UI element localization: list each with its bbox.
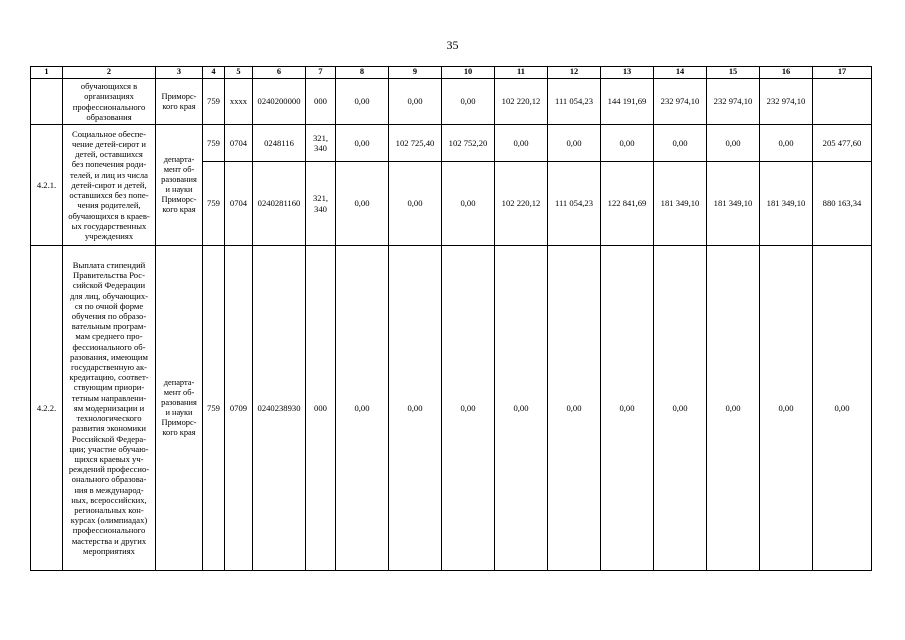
row-number: 4.2.2.: [31, 246, 63, 571]
row-description: [63, 246, 156, 571]
header-row: [31, 67, 872, 79]
text-line: мам среднего про-: [75, 331, 143, 342]
value-cell: 0,00: [601, 246, 654, 571]
text-line: технологического: [76, 413, 142, 424]
text-line: для лиц, обучающих-: [69, 290, 149, 301]
gov-code: 759: [203, 246, 225, 571]
text-line: онального образова-: [71, 474, 147, 485]
value-cell: 0,00: [442, 79, 495, 125]
value-cell: [813, 79, 872, 125]
value-cell: 0,00: [336, 79, 389, 125]
column-header: 8: [336, 67, 389, 79]
text-line: профессионального: [72, 101, 146, 112]
value-cell: 232 974,10: [654, 79, 707, 125]
column-header: 9: [389, 67, 442, 79]
section-code: 0709: [225, 246, 253, 571]
value-cell: 0,00: [442, 162, 495, 246]
responsible-org: [156, 125, 203, 246]
section-code: 0704: [225, 125, 253, 162]
text-line: кого края: [162, 101, 196, 111]
text-line: Приморс-: [161, 195, 197, 204]
text-line: реждений профессио-: [68, 464, 150, 475]
target-code: 0240281160: [253, 162, 306, 246]
text-line: 321,: [312, 193, 329, 204]
text-line: департа-: [163, 155, 195, 164]
text-line: щихся краевых уч-: [74, 453, 144, 464]
value-cell: 111 054,23: [548, 79, 601, 125]
row-description: [63, 125, 156, 246]
text-line: Правительства Рос-: [73, 270, 145, 281]
text-line: Приморс-: [161, 418, 197, 427]
value-cell: 0,00: [707, 125, 760, 162]
text-line: вательным програм-: [71, 321, 147, 332]
text-line: разования: [161, 398, 197, 407]
text-line: мероприятиях: [83, 545, 135, 556]
text-line: 321,: [312, 132, 329, 143]
text-line: профессионального: [72, 525, 146, 536]
value-cell: 0,00: [548, 246, 601, 571]
column-header: 10: [442, 67, 495, 79]
value-cell: 181 349,10: [760, 162, 813, 246]
text-line: государственную ак-: [70, 362, 148, 373]
text-line: 340: [314, 143, 327, 153]
value-cell: 0,00: [389, 246, 442, 571]
row-description: [63, 79, 156, 125]
gov-code: 759: [203, 125, 225, 162]
text-line: ствующим приори-: [73, 382, 145, 393]
responsible-org: [156, 246, 203, 571]
text-line: без попечения роди-: [71, 159, 147, 170]
expense-type-code: [306, 125, 336, 162]
column-header: 14: [654, 67, 707, 79]
gov-code: 759: [203, 162, 225, 246]
value-cell: 0,00: [707, 246, 760, 571]
text-line: ся по очной форме: [74, 300, 144, 311]
text-line: чение детей-сирот и: [72, 139, 146, 150]
text-line: Российской Федера-: [71, 433, 147, 444]
text-line: мент об-: [163, 388, 195, 397]
text-line: и науки: [165, 408, 193, 417]
text-line: курсах (олимпиадах): [70, 515, 148, 526]
value-cell: 232 974,10: [760, 79, 813, 125]
value-cell: 181 349,10: [707, 162, 760, 246]
value-cell: 0,00: [495, 246, 548, 571]
value-cell: 0,00: [548, 125, 601, 162]
text-line: мастерства и других: [71, 535, 147, 546]
text-line: ния в международ-: [74, 484, 144, 495]
column-header: 7: [306, 67, 336, 79]
budget-table: [30, 66, 872, 571]
column-header: 12: [548, 67, 601, 79]
value-cell: 0,00: [760, 125, 813, 162]
text-line: и науки: [165, 185, 193, 194]
expense-type-code: 000: [306, 79, 336, 125]
text-line: чения родителей,: [77, 200, 141, 211]
text-line: организациях: [84, 91, 134, 102]
text-line: департа-: [163, 378, 195, 387]
value-cell: 0,00: [495, 125, 548, 162]
value-cell: 102 725,40: [389, 125, 442, 162]
value-cell: 102 220,12: [495, 79, 548, 125]
column-header: 17: [813, 67, 872, 79]
column-header: 5: [225, 67, 253, 79]
text-line: обучения по образо-: [71, 311, 147, 322]
text-line: фессионального об-: [72, 341, 146, 352]
text-line: разования, имеющим: [70, 351, 148, 362]
text-line: Приморс-: [161, 91, 197, 101]
value-cell: 0,00: [601, 125, 654, 162]
text-line: ям модернизации и: [73, 402, 145, 413]
text-line: региональных кон-: [74, 504, 144, 515]
row-number: [31, 79, 63, 125]
text-line: учреждениях: [84, 230, 134, 241]
value-cell: 0,00: [442, 246, 495, 571]
text-line: телей, и лиц из числа: [70, 169, 148, 180]
table-row: [31, 246, 872, 571]
column-header: 11: [495, 67, 548, 79]
expense-type-code: 000: [306, 246, 336, 571]
column-header: 4: [203, 67, 225, 79]
target-code: 0240238930: [253, 246, 306, 571]
target-code: 0248116: [253, 125, 306, 162]
value-cell: 0,00: [760, 246, 813, 571]
text-line: Выплата стипендий: [72, 260, 146, 271]
responsible-org: [156, 79, 203, 125]
value-cell: 122 841,69: [601, 162, 654, 246]
text-line: тетным направлени-: [71, 392, 147, 403]
text-line: обучающихся в: [80, 81, 138, 92]
value-cell: 111 054,23: [548, 162, 601, 246]
value-cell: 0,00: [654, 125, 707, 162]
text-line: обучающихся в краев-: [68, 210, 150, 221]
row-number: 4.2.1.: [31, 125, 63, 246]
table-row: [31, 125, 872, 162]
value-cell: 0,00: [389, 79, 442, 125]
text-line: разования: [161, 175, 197, 184]
text-line: кредитацию, соответ-: [69, 372, 149, 383]
gov-code: 759: [203, 79, 225, 125]
text-line: ции; участие обучаю-: [69, 443, 149, 454]
text-line: кого края: [162, 205, 196, 214]
target-code: 0240200000: [253, 79, 306, 125]
text-line: ных, всероссийских,: [71, 494, 147, 505]
value-cell: 102 752,20: [442, 125, 495, 162]
text-line: Социальное обеспе-: [72, 128, 146, 139]
column-header: 1: [31, 67, 63, 79]
text-line: оставшихся без попе-: [69, 190, 149, 201]
column-header: 6: [253, 67, 306, 79]
column-header: 13: [601, 67, 654, 79]
value-cell: 0,00: [389, 162, 442, 246]
column-header: 15: [707, 67, 760, 79]
value-cell: 0,00: [336, 125, 389, 162]
value-cell: 0,00: [813, 246, 872, 571]
column-header: 16: [760, 67, 813, 79]
text-line: сийской Федерации: [72, 280, 146, 291]
text-line: мент об-: [163, 165, 195, 174]
table-row: [31, 79, 872, 125]
column-header: 2: [63, 67, 156, 79]
text-line: 340: [314, 203, 327, 214]
section-code: хххх: [225, 79, 253, 125]
text-line: детей, оставшихся: [75, 149, 143, 160]
text-line: развития экономики: [72, 423, 146, 434]
text-line: кого края: [162, 428, 196, 437]
page-number: 35: [446, 38, 459, 52]
value-cell: 0,00: [336, 162, 389, 246]
value-cell: 205 477,60: [813, 125, 872, 162]
value-cell: 0,00: [654, 246, 707, 571]
section-code: 0704: [225, 162, 253, 246]
value-cell: 880 163,34: [813, 162, 872, 246]
value-cell: 0,00: [336, 246, 389, 571]
expense-type-code: [306, 162, 336, 246]
column-header: 3: [156, 67, 203, 79]
text-line: ых государственных: [71, 220, 147, 231]
text-line: детей-сирот и детей,: [71, 179, 147, 190]
value-cell: 102 220,12: [495, 162, 548, 246]
value-cell: 181 349,10: [654, 162, 707, 246]
value-cell: 232 974,10: [707, 79, 760, 125]
text-line: образования: [86, 111, 132, 122]
value-cell: 144 191,69: [601, 79, 654, 125]
